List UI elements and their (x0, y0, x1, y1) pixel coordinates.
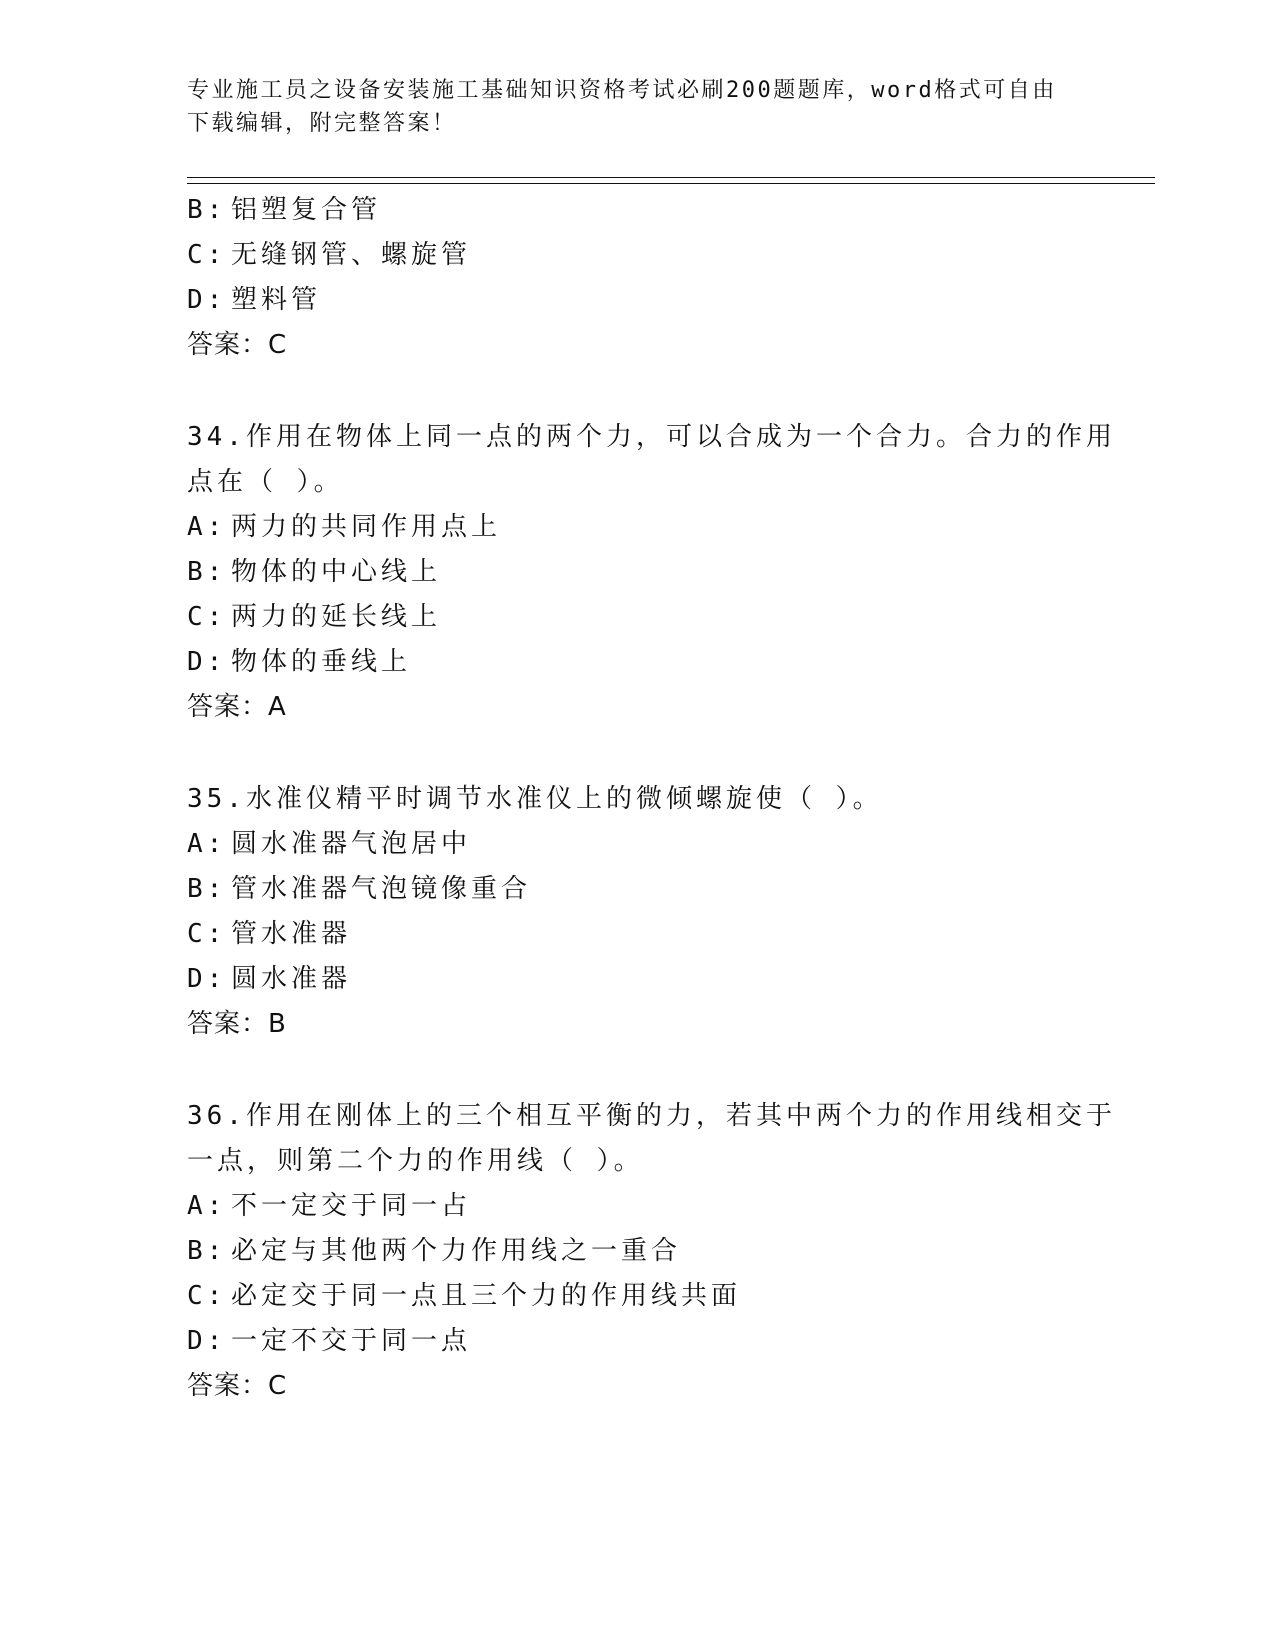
option-d: D: 塑料管 (187, 285, 322, 315)
header-double-rule (187, 177, 1155, 184)
spacer (187, 1047, 1087, 1094)
option-c: C: 管水准器 (187, 919, 352, 949)
option-a: A: 不一定交于同一占 (187, 1191, 472, 1221)
question-stem-line-1: 35.水准仪精平时调节水准仪上的微倾螺旋使（ ）。 (187, 784, 883, 814)
header-line-2: 下载编辑，附完整答案！ (187, 111, 457, 136)
header-line-1: 专业施工员之设备安装施工基础知识资格考试必刷200题题库，word格式可自由 (187, 78, 1057, 103)
option-a: A: 圆水准器气泡居中 (187, 829, 472, 859)
answer: 答案：A (187, 692, 287, 722)
question-35 (187, 777, 1087, 1047)
question-stem-line-1: 34.作用在物体上同一点的两个力，可以合成为一个合力。合力的作用 (187, 422, 1116, 452)
question-33-continued (187, 188, 1087, 368)
option-c: C: 两力的延长线上 (187, 602, 442, 632)
question-list (187, 188, 1116, 1409)
option-a: A: 两力的共同作用点上 (187, 512, 502, 542)
option-c: C: 无缝钢管、螺旋管 (187, 240, 472, 270)
option-b: B: 铝塑复合管 (187, 195, 382, 225)
option-d: D: 一定不交于同一点 (187, 1326, 472, 1356)
option-c: C: 必定交于同一点且三个力的作用线共面 (187, 1281, 742, 1311)
option-d: D: 圆水准器 (187, 964, 352, 994)
question-36 (187, 1094, 1116, 1409)
option-b: B: 管水准器气泡镜像重合 (187, 874, 532, 904)
question-stem-line-2: 一点，则第二个力的作用线（ ）。 (187, 1146, 644, 1176)
spacer (187, 368, 1087, 415)
option-b: B: 物体的中心线上 (187, 557, 442, 587)
question-stem-line-2: 点在（ ）。 (187, 467, 344, 497)
question-34 (187, 415, 1116, 730)
answer: 答案：C (187, 1371, 288, 1401)
answer: 答案：B (187, 1009, 287, 1039)
question-stem-line-1: 36.作用在刚体上的三个相互平衡的力，若其中两个力的作用线相交于 (187, 1101, 1116, 1131)
option-d: D: 物体的垂线上 (187, 647, 412, 677)
spacer (187, 730, 1087, 777)
answer: 答案：C (187, 330, 288, 360)
option-b: B: 必定与其他两个力作用线之一重合 (187, 1236, 682, 1266)
page-header (187, 74, 1087, 140)
